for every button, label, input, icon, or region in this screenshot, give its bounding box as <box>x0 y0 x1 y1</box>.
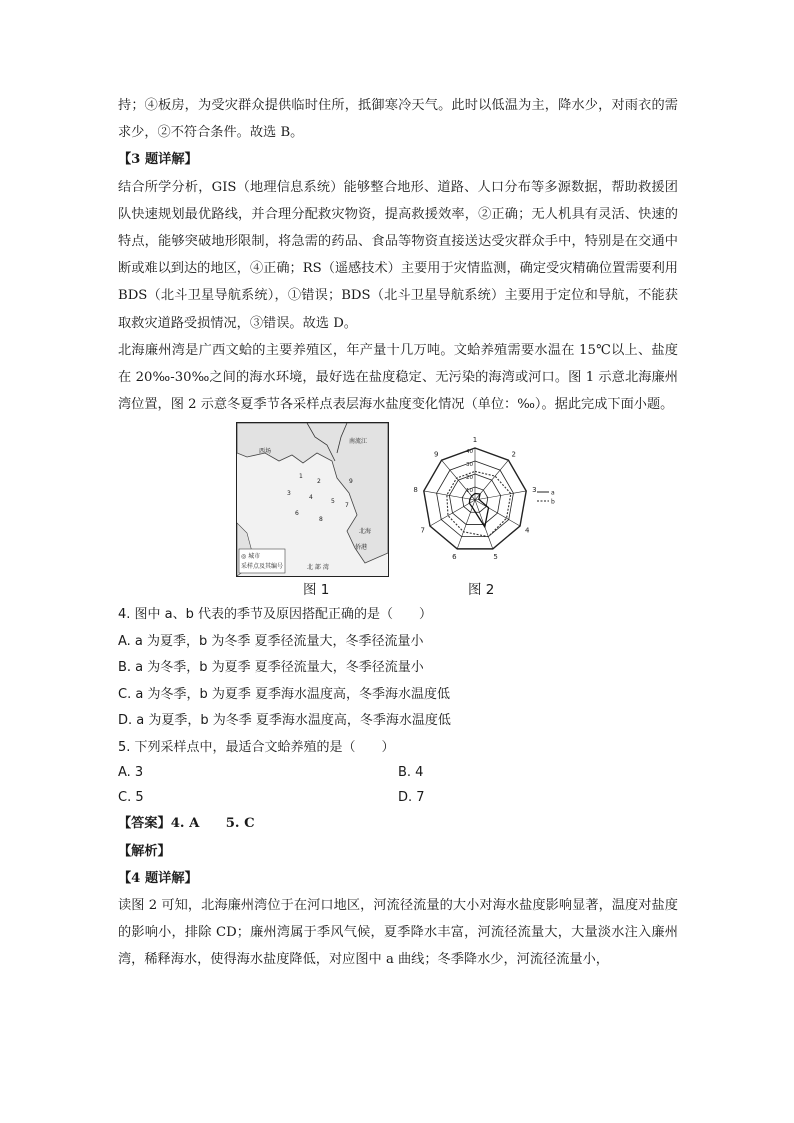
radar-tick-label: 40 <box>466 449 473 456</box>
map-label-sea: 北 部 湾 <box>307 564 329 572</box>
radar-axis-label: 2 <box>511 450 517 459</box>
radar-axis-label: 3 <box>532 486 537 495</box>
map-figure <box>236 422 389 577</box>
radar-axis-label: 8 <box>413 486 418 495</box>
sample-3: 3 <box>287 490 291 498</box>
q3-heading: 【3 题详解】 <box>118 152 198 168</box>
sample-9: 9 <box>349 478 353 486</box>
q5-option-b[interactable]: B. 4 <box>398 765 424 781</box>
radar-tick-label: 30 <box>466 462 473 469</box>
radar-spoke <box>475 491 526 500</box>
figure-2-caption: 图 2 <box>468 582 495 599</box>
radar-figure <box>413 422 563 572</box>
analysis-heading: 【解析】 <box>118 843 171 859</box>
radar-axis-label: 1 <box>472 436 478 445</box>
radar-series-b <box>447 472 511 537</box>
figure-1-caption: 图 1 <box>303 582 330 599</box>
radar-axis-label: 9 <box>433 450 439 459</box>
sample-8: 8 <box>319 516 323 524</box>
radar-axis-label: 7 <box>420 527 425 536</box>
q3-body: 结合所学分析，GIS（地理信息系统）能够整合地形、道路、人口分布等多源数据，帮助救援团队快速规划最优路线，并合理分配救灾物资，提高救援效率，②正确；无人机具有灵活、快速的特点，能够突破地形限制，将急需的药品、食品等物资直接送达受灾群众手中，特别是在交通中断或难以到达的地区，④正确；RS（遥感技术）主要用于灾情监测，确定受灾精确位置需要利用 BDS（北斗卫星导航系统），①错误；BDS（北斗卫星导航系统）主要用于定位和导航，不能获取救灾道路受损情况，③错误。故选 D。 <box>118 179 678 331</box>
radar-legend-label-a: a <box>551 489 555 497</box>
radar-chart <box>413 422 563 572</box>
radar-tick-label: 20 <box>466 475 473 482</box>
top-paragraph: 持；④板房，为受灾群众提供临时住所，抵御寒冷天气。此时以低温为主，降水少，对雨衣的需求少，②不符合条件。故选 B。 <box>118 98 678 141</box>
map-legend-city: ◎ 城市 <box>241 553 261 561</box>
sample-5: 5 <box>331 498 335 506</box>
map-svg <box>237 423 388 576</box>
q4-option-c[interactable]: C. a 为冬季，b 为夏季 夏季海水温度高，冬季海水温度低 <box>118 686 450 702</box>
map-label-river: 南流江 <box>349 438 368 446</box>
q4-option-a[interactable]: A. a 为夏季，b 为冬季 夏季径流量大，冬季径流量小 <box>118 633 424 649</box>
radar-axis-label: 6 <box>452 553 457 562</box>
radar-spoke <box>430 500 475 526</box>
map-label-west: 西场 <box>259 448 272 456</box>
sample-2: 2 <box>317 478 321 486</box>
q5-stem: 5. 下列采样点中，最适合文蛤养殖的是（ ） <box>118 739 395 755</box>
q5-option-a[interactable]: A. 3 <box>118 765 144 781</box>
radar-axis-label: 4 <box>525 527 530 536</box>
sample-7: 7 <box>345 502 349 510</box>
q5-options-row-1 <box>118 761 678 786</box>
answer-line: 【答案】4. A 5. C <box>118 816 255 832</box>
q4-heading: 【4 题详解】 <box>118 870 198 886</box>
q4-stem: 4. 图中 a、b 代表的季节及原因搭配正确的是（ ） <box>118 607 433 623</box>
q5-option-d[interactable]: D. 7 <box>398 789 425 805</box>
map-legend-sample: 采样点及其编号 <box>241 563 284 571</box>
q4-option-b[interactable]: B. a 为冬季，b 为夏季 夏季径流量大，冬季径流量小 <box>118 660 424 676</box>
radar-legend-label-b: b <box>551 498 555 506</box>
q4-body: 读图 2 可知，北海廉州湾位于在河口地区，河流径流量的大小对海水盐度影响显著，温度对盐度的影响小，排除 CD；廉州湾属于季风气候，夏季降水丰富，河流径流量大，大量淡水注入廉州湾，稀释海水，使得海水盐度降低，对应图中 a 曲线；冬季降水少，河流径流量小， <box>118 898 678 968</box>
map-label-city: 北海 <box>359 528 372 536</box>
figures <box>118 422 678 602</box>
sample-6: 6 <box>295 510 299 518</box>
intro-paragraph: 北海廉州湾是广西文蛤的主要养殖区，年产量十几万吨。文蛤养殖需要水温在 15℃以上、盐度在 20‰-30‰之间的海水环境，最好选在盐度稳定、无污染的海湾或河口。图 1 示意北海廉州湾位置，图 2 示意冬夏季节各采样点表层海水盐度变化情况（单位：‰）。据此完成下面小题。 <box>118 342 678 413</box>
q4-option-d[interactable]: D. a 为夏季，b 为冬季 夏季海水温度高，冬季海水温度低 <box>118 713 451 729</box>
document-page <box>118 92 678 974</box>
radar-axis-label: 5 <box>493 553 498 562</box>
sample-1: 1 <box>299 473 303 481</box>
sample-4: 4 <box>309 494 313 502</box>
radar-tick-label: 10 <box>466 488 473 495</box>
q5-option-c[interactable]: C. 5 <box>118 789 144 805</box>
map-label-port: 侨港 <box>355 544 368 552</box>
q5-options-row-2 <box>118 786 678 811</box>
